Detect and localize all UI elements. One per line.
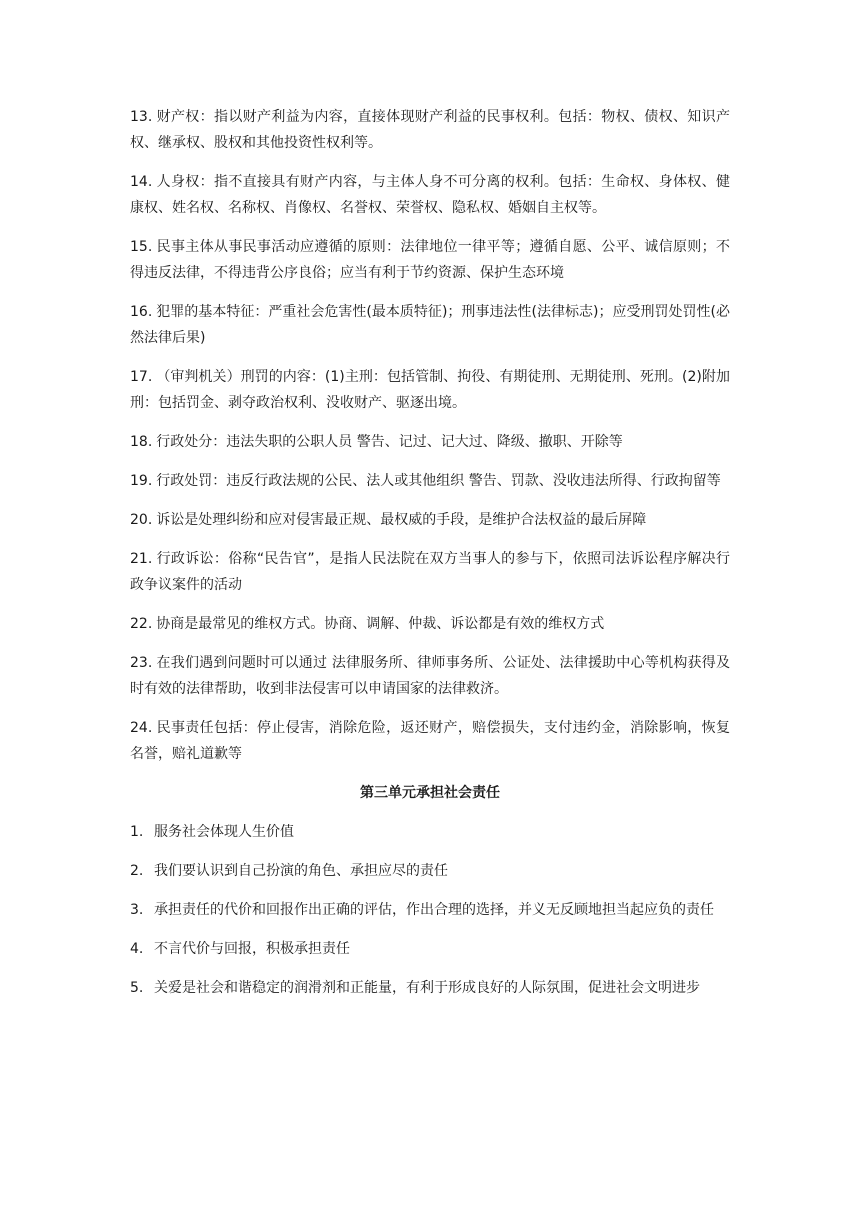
item-text: （审判机关）刑罚的内容：(1)主刑：包括管制、拘役、有期徒刑、无期徒刑、死刑。(2)附加刑：包括罚金、剥夺政治权利、没收财产、驱逐出境。 bbox=[130, 369, 730, 411]
item-text: 我们要认识到自己扮演的角色、承担应尽的责任 bbox=[154, 863, 448, 879]
item-number: 5. bbox=[130, 980, 144, 996]
document-page bbox=[130, 104, 730, 1014]
item-number: 15. bbox=[130, 239, 153, 255]
section-item-1 bbox=[130, 819, 730, 845]
item-text: 诉讼是处理纠纷和应对侵害最正规、最权威的手段，是维护合法权益的最后屏障 bbox=[156, 512, 647, 528]
item-text: 财产权：指以财产利益为内容，直接体现财产利益的民事权利。包括：物权、债权、知识产权、继承权、股权和其他投资性权利等。 bbox=[130, 109, 730, 151]
item-number: 17. bbox=[130, 369, 153, 385]
item-number: 14. bbox=[130, 174, 153, 190]
item-text: 承担责任的代价和回报作出正确的评估，作出合理的选择，并义无反顾地担当起应负的责任 bbox=[154, 902, 714, 918]
item-number: 24. bbox=[130, 720, 153, 736]
paragraph-18 bbox=[130, 429, 730, 455]
item-number: 16. bbox=[130, 304, 153, 320]
item-number: 18. bbox=[130, 434, 153, 450]
item-text: 行政诉讼：俗称“民告官”，是指人民法院在双方当事人的参与下，依照司法诉讼程序解决行政争议案件的活动 bbox=[130, 551, 730, 593]
item-text: 人身权：指不直接具有财产内容，与主体人身不可分离的权利。包括：生命权、身体权、健康权、姓名权、名称权、肖像权、名誉权、荣誉权、隐私权、婚姻自主权等。 bbox=[130, 174, 730, 216]
item-number: 23. bbox=[130, 655, 153, 671]
paragraph-17 bbox=[130, 364, 730, 416]
item-number: 22. bbox=[130, 616, 153, 632]
item-number: 3. bbox=[130, 902, 144, 918]
paragraph-14 bbox=[130, 169, 730, 221]
item-number: 4. bbox=[130, 941, 144, 957]
paragraph-16 bbox=[130, 299, 730, 351]
item-text: 行政处罚：违反行政法规的公民、法人或其他组织 警告、罚款、没收违法所得、行政拘留等 bbox=[156, 473, 721, 489]
item-number: 20. bbox=[130, 512, 153, 528]
item-number: 1. bbox=[130, 824, 144, 840]
item-number: 13. bbox=[130, 109, 153, 125]
item-number: 21. bbox=[130, 551, 153, 567]
item-text: 在我们遇到问题时可以通过 法律服务所、律师事务所、公证处、法律援助中心等机构获得及时有效的法律帮助，收到非法侵害可以申请国家的法律救济。 bbox=[130, 655, 730, 697]
paragraph-15 bbox=[130, 234, 730, 286]
section-item-5 bbox=[130, 975, 730, 1001]
paragraph-22 bbox=[130, 611, 730, 637]
section-heading: 第三单元承担社会责任 bbox=[360, 785, 500, 801]
paragraph-13 bbox=[130, 104, 730, 156]
paragraph-20 bbox=[130, 507, 730, 533]
paragraph-24 bbox=[130, 715, 730, 767]
item-number: 2. bbox=[130, 863, 144, 879]
item-text: 犯罪的基本特征：严重社会危害性(最本质特征)；刑事违法性(法律标志)；应受刑罚处罚性(必然法律后果) bbox=[130, 304, 730, 346]
item-number: 19. bbox=[130, 473, 153, 489]
section-item-3 bbox=[130, 897, 730, 923]
paragraph-19 bbox=[130, 468, 730, 494]
section-item-4 bbox=[130, 936, 730, 962]
paragraph-23 bbox=[130, 650, 730, 702]
item-text: 协商是最常见的维权方式。协商、调解、仲裁、诉讼都是有效的维权方式 bbox=[156, 616, 605, 632]
item-text: 民事责任包括：停止侵害，消除危险，返还财产，赔偿损失，支付违约金，消除影响，恢复名誉，赔礼道歉等 bbox=[130, 720, 730, 762]
item-text: 不言代价与回报，积极承担责任 bbox=[154, 941, 350, 957]
paragraph-21 bbox=[130, 546, 730, 598]
item-text: 行政处分：违法失职的公职人员 警告、记过、记大过、降级、撤职、开除等 bbox=[156, 434, 623, 450]
item-text: 民事主体从事民事活动应遵循的原则：法律地位一律平等；遵循自愿、公平、诚信原则；不得违反法律，不得违背公序良俗；应当有利于节约资源、保护生态环境 bbox=[130, 239, 730, 281]
section-item-2 bbox=[130, 858, 730, 884]
item-text: 关爱是社会和谐稳定的润滑剂和正能量，有利于形成良好的人际氛围，促进社会文明进步 bbox=[154, 980, 700, 996]
item-text: 服务社会体现人生价值 bbox=[154, 824, 294, 840]
